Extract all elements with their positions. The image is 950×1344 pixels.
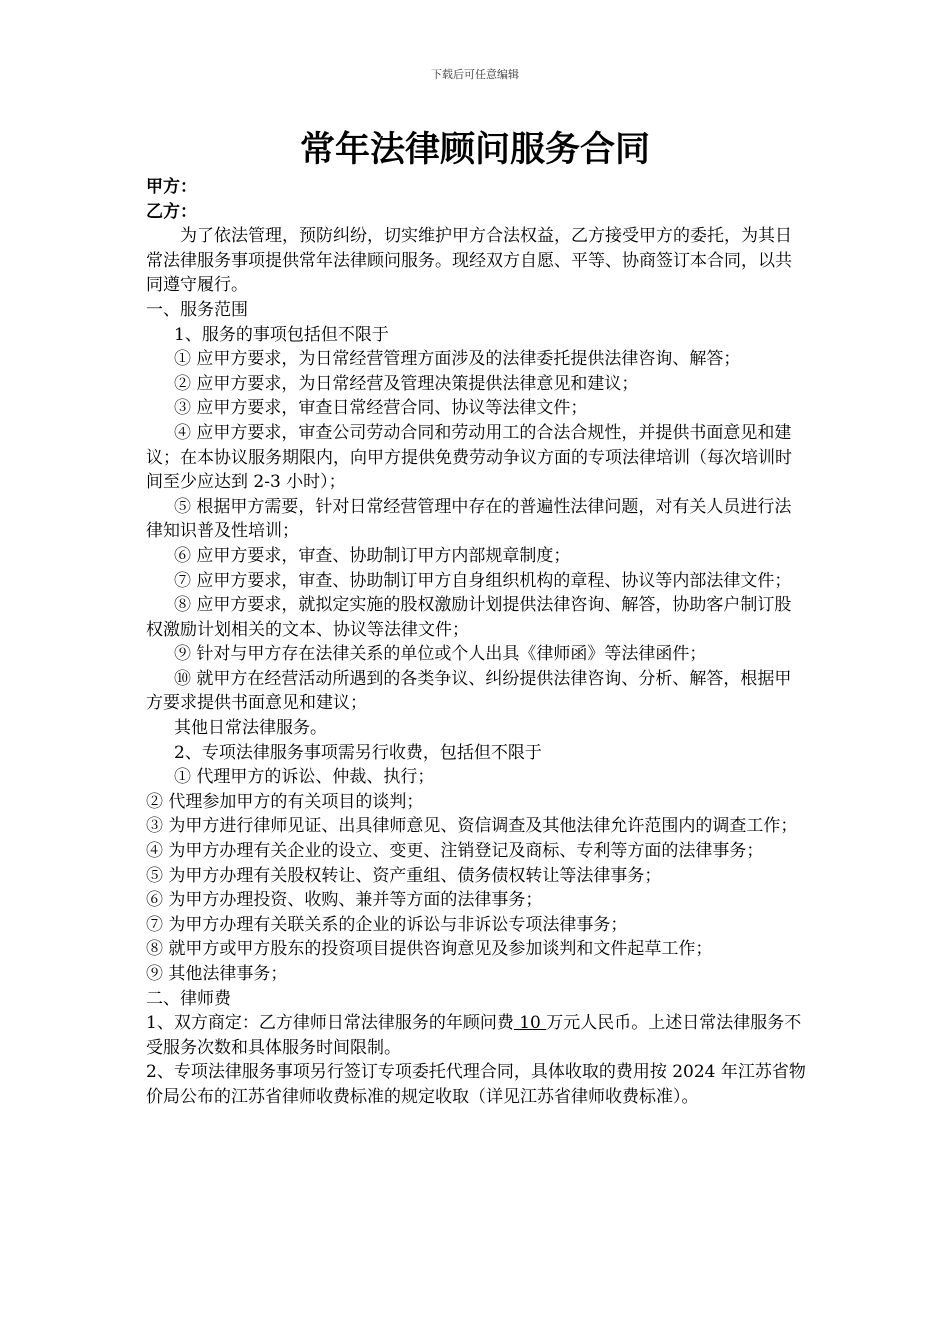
- list-item: ⑧ 应甲方要求，就拟定实施的股权激励计划提供法律咨询、解答，协助客户制订股权激励计划相关的文本、协议等法律文件；: [146, 595, 792, 640]
- list-item: ④ 为甲方办理有关企业的设立、变更、注销登记及商标、专利等方面的法律事务；: [146, 841, 764, 862]
- contract-body: [146, 175, 806, 1110]
- fee-clause-1-suffix: 万元人民币。上述日常法律服务不受服务次数和具体服务时间限制。: [146, 1013, 802, 1058]
- list-item: ② 代理参加甲方的有关项目的谈判；: [146, 791, 424, 812]
- document-title: 常年法律顾问服务合同: [299, 130, 650, 170]
- list-item: ⑨ 其他法律事务；: [146, 964, 288, 984]
- section-1-heading: 一、服务范围: [146, 299, 248, 320]
- fee-clause-1-prefix: 1、双方商定：乙方律师日常法律服务的年顾问费: [146, 1013, 514, 1034]
- intro-paragraph: 为了依法管理，预防纠纷，切实维护甲方合法权益，乙方接受甲方的委托，为其日常法律服务事项提供常年法律顾问服务。现经双方自愿、平等、协商签订本合同，以共同遵守履行。: [146, 226, 792, 296]
- section-1-sub-2: 2、专项法律服务事项需另行收费，包括但不限于: [174, 742, 542, 763]
- list-item: ⑩ 就甲方在经营活动所遇到的各类争议、纠纷提供法律咨询、分析、解答，根据甲方要求提供书面意见和建议；: [146, 668, 792, 714]
- list-item: ⑥ 为甲方办理投资、收购、兼并等方面的法律事务；: [146, 890, 543, 911]
- header-note: 下载后可任意编辑: [431, 68, 519, 81]
- list-item: ⑥ 应甲方要求，审查、协助制订甲方内部规章制度；: [174, 545, 571, 566]
- annual-fee-amount: 10: [513, 1013, 547, 1034]
- list-item: ⑤ 根据甲方需要，针对日常经营管理中存在的普遍性法律问题，对有关人员进行法律知识普及性培训；: [146, 496, 792, 542]
- section-1-sub-1: 1、服务的事项包括但不限于: [174, 324, 389, 345]
- list-item: ⑤ 为甲方办理有关股权转让、资产重组、债务债权转让等法律事务；: [146, 865, 662, 886]
- party-a-label: 甲方：: [146, 177, 197, 197]
- list-item: ⑧ 就甲方或甲方股东的投资项目提供咨询意见及参加谈判和文件起草工作；: [146, 939, 713, 960]
- list-item: ④ 应甲方要求，审查公司劳动合同和劳动用工的合法合规性，并提供书面意见和建议；在本协议服务期限内，向甲方提供免费劳动争议方面的专项法律培训（每次培训时间至少应达到 2-3 小时）；: [146, 422, 792, 493]
- fee-clause-1: [146, 1011, 806, 1060]
- list-item: ① 代理甲方的诉讼、仲裁、执行；: [174, 767, 435, 788]
- list-item: ③ 为甲方进行律师见证、出具律师意见、资信调查及其他法律允许范围内的调查工作；: [146, 816, 798, 837]
- section-2-heading: 二、律师费: [146, 988, 231, 1009]
- list-item: ⑦ 应甲方要求，审查、协助制订甲方自身组织机构的章程、协议等内部法律文件；: [174, 570, 792, 591]
- list-item: ③ 应甲方要求，审查日常经营合同、协议等法律文件；: [174, 398, 588, 419]
- party-b-label: 乙方：: [146, 201, 197, 222]
- list-item: ⑨ 针对与甲方存在法律关系的单位或个人出具《律师函》等法律函件；: [174, 644, 707, 665]
- other-services: 其他日常法律服务。: [174, 718, 327, 739]
- list-item: ① 应甲方要求，为日常经营管理方面涉及的法律委托提供法律咨询、解答；: [174, 349, 741, 370]
- fee-clause-2: 2、专项法律服务事项另行签订专项委托代理合同，具体收取的费用按 2024 年江苏省物价局公布的江苏省律师收费标准的规定收取（详见江苏省律师收费标准）。: [146, 1062, 806, 1107]
- list-item: ② 应甲方要求，为日常经营及管理决策提供法律意见和建议；: [174, 373, 639, 394]
- list-item: ⑦ 为甲方办理有关联关系的企业的诉讼与非诉讼专项法律事务；: [146, 914, 628, 935]
